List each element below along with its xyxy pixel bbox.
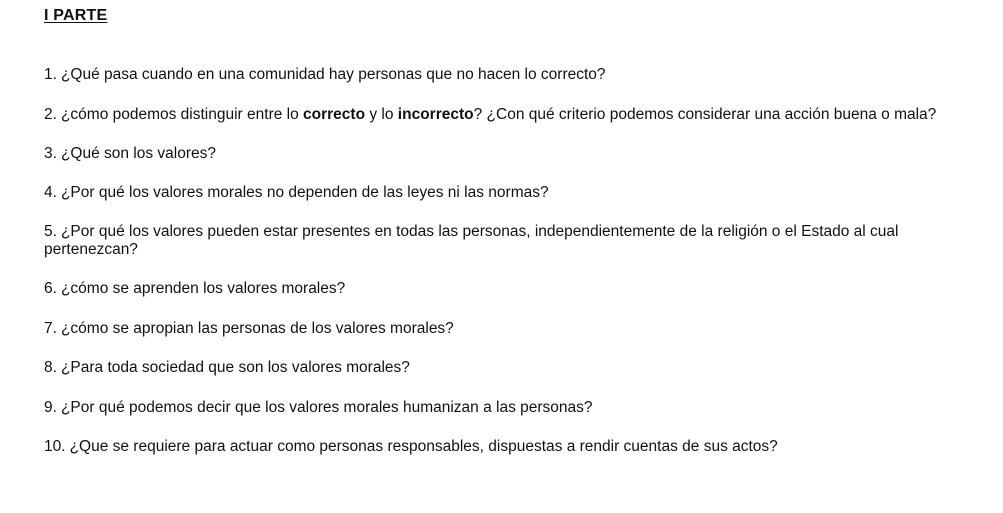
question-item — [44, 145, 969, 163]
question-text-bold: incorrecto — [397, 106, 474, 123]
section-heading: I PARTE — [44, 7, 108, 24]
question-item — [44, 223, 969, 259]
question-number: 8. — [44, 359, 57, 376]
question-number: 5. — [44, 223, 57, 240]
question-text: ¿cómo se apropian las personas de los valores morales? — [60, 320, 454, 337]
question-number: 1. — [44, 66, 57, 83]
question-number: 10. — [44, 438, 66, 455]
question-item — [44, 438, 969, 456]
question-text-bold: correcto — [303, 106, 366, 123]
question-text: ¿Por qué los valores morales no dependen de las leyes ni las normas? — [60, 184, 549, 201]
question-number: 4. — [44, 184, 57, 201]
question-item — [44, 359, 969, 377]
question-text: ¿Que se requiere para actuar como personas responsables, dispuestas a rendir cuentas de sus actos? — [69, 438, 778, 455]
question-text: ¿Para toda sociedad que son los valores morales? — [60, 359, 410, 376]
question-number: 2. — [44, 106, 57, 123]
question-text-segment: ? ¿Con qué criterio podemos considerar una acción buena o mala? — [473, 106, 937, 123]
question-item — [44, 66, 969, 84]
question-item — [44, 184, 969, 202]
question-item — [44, 399, 969, 417]
question-number: 6. — [44, 280, 57, 297]
question-item — [44, 280, 969, 298]
question-item — [44, 106, 969, 124]
question-text: ¿Qué pasa cuando en una comunidad hay personas que no hacen lo correcto? — [60, 66, 606, 83]
question-number: 3. — [44, 145, 57, 162]
question-text: ¿Por qué los valores pueden estar presentes en todas las personas, independientemente de la religión o el Estado al cual pertenezcan? — [44, 223, 899, 258]
question-text: ¿cómo se aprenden los valores morales? — [60, 280, 346, 297]
question-item — [44, 320, 969, 338]
question-list — [44, 66, 969, 456]
question-number: 9. — [44, 399, 57, 416]
question-text: ¿Qué son los valores? — [60, 145, 217, 162]
question-text: ¿Por qué podemos decir que los valores morales humanizan a las personas? — [60, 399, 593, 416]
question-number: 7. — [44, 320, 57, 337]
question-text-segment: y lo — [365, 106, 398, 123]
question-text-segment: ¿cómo podemos distinguir entre lo — [60, 106, 304, 123]
